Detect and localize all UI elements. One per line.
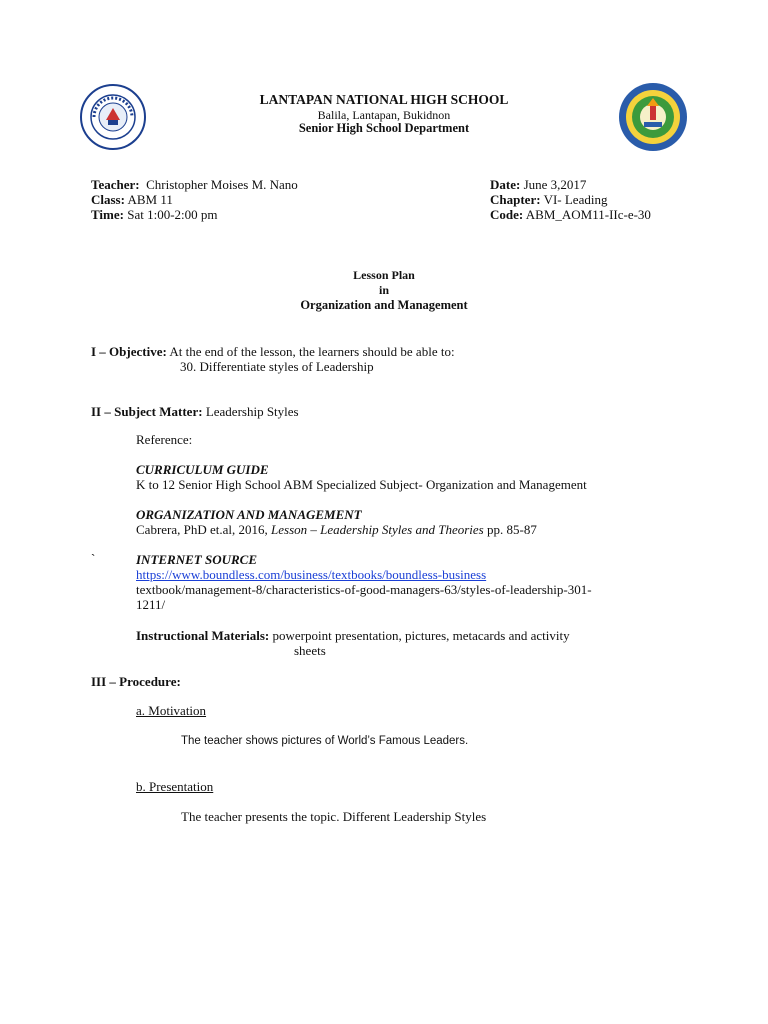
internet-source-url-cont: textbook/management-8/characteristics-of-good-managers-63/styles-of-leadership-301- [136, 582, 592, 597]
internet-source-heading: INTERNET SOURCE [136, 552, 257, 567]
materials-text: powerpoint presentation, pictures, metacards and activity [272, 628, 570, 643]
chapter-line [490, 192, 607, 208]
materials-label: Instructional Materials: [136, 628, 270, 643]
lesson-plan-subject: Organization and Management [300, 298, 468, 312]
time-label: Time: [91, 207, 124, 222]
objective-label: I – Objective: [91, 344, 167, 359]
motivation-heading: a. Motivation [136, 703, 207, 718]
om-heading: ORGANIZATION AND MANAGEMENT [136, 507, 362, 522]
date-value: June 3,2017 [523, 177, 587, 192]
subject-line [91, 404, 299, 420]
class-label: Class: [91, 192, 125, 207]
code-line [490, 207, 651, 223]
class-line [91, 192, 173, 208]
time-line [91, 207, 218, 223]
time-value: Sat 1:00-2:00 pm [127, 207, 218, 222]
subject-label: II – Subject Matter: [91, 404, 203, 419]
backtick-mark: ` [91, 551, 96, 566]
curriculum-guide-heading: CURRICULUM GUIDE [136, 462, 269, 477]
teacher-label: Teacher: [91, 177, 140, 192]
procedure-label: III – Procedure: [91, 674, 181, 689]
om-citation-pages: pp. 85-87 [486, 522, 537, 537]
materials-text-cont: sheets [294, 643, 326, 658]
school-name: LANTAPAN NATIONAL HIGH SCHOOL [259, 92, 509, 107]
school-address: Balila, Lantapan, Bukidnon [317, 108, 451, 122]
om-citation-author: Cabrera, PhD et.al, 2016, [136, 522, 268, 537]
objective-text: At the end of the lesson, the learners should be able to: [169, 344, 455, 359]
code-value: ABM_AOM11-IIc-e-30 [525, 207, 651, 222]
teacher-value: Christopher Moises M. Nano [146, 177, 298, 192]
reference-label: Reference: [136, 432, 193, 447]
curriculum-guide-text: K to 12 Senior High School ABM Specialized Subject- Organization and Management [136, 477, 587, 492]
om-citation-title: Lesson – Leadership Styles and Theories [271, 522, 484, 537]
department-name: Senior High School Department [298, 121, 470, 135]
lesson-plan-in: in [378, 283, 389, 297]
teacher-line [91, 177, 298, 193]
date-label: Date: [490, 177, 521, 192]
materials-line [136, 628, 570, 644]
class-value: ABM 11 [127, 192, 173, 207]
internet-source-url-end: 1211/ [136, 597, 166, 612]
date-line [490, 177, 586, 193]
code-label: Code: [490, 207, 524, 222]
presentation-text: The teacher presents the topic. Different Leadership Styles [181, 809, 487, 824]
lesson-plan-title: Lesson Plan [353, 268, 415, 282]
presentation-heading: b. Presentation [136, 779, 214, 794]
motivation-text: The teacher shows pictures of World’s Famous Leaders. [181, 735, 469, 747]
objective-line [91, 344, 455, 360]
subject-text: Leadership Styles [205, 404, 299, 419]
objective-item: 30. Differentiate styles of Leadership [180, 359, 374, 374]
chapter-label: Chapter: [490, 192, 541, 207]
internet-source-link[interactable]: https://www.boundless.com/business/textbooks/boundless-business [136, 567, 487, 582]
chapter-value: VI- Leading [543, 192, 608, 207]
om-citation [136, 522, 537, 538]
